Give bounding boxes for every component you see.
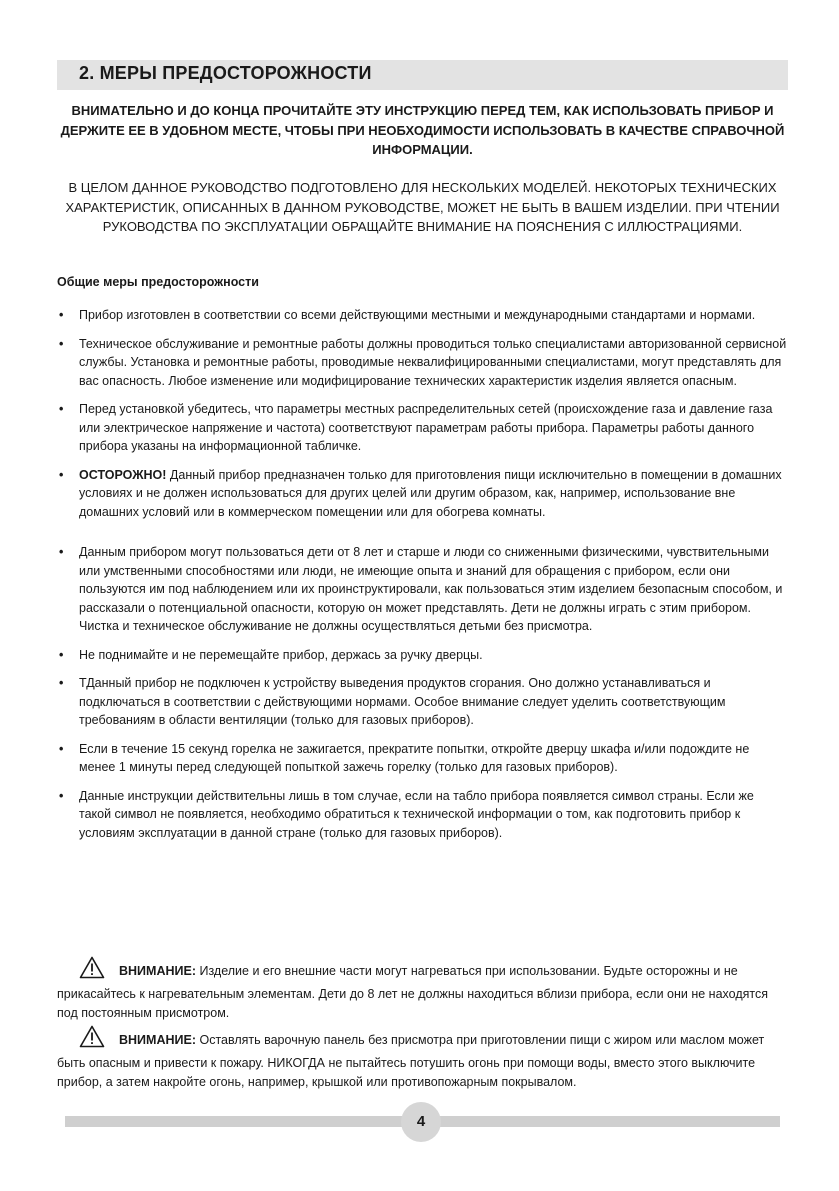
bullet-icon: • — [59, 676, 64, 690]
list-item-text: Данный прибор предназначен только для приготовления пищи исключительно в помещении в домашних условиях и не должен использоваться для других целей или другим образом, как, например, использование вне домашних условий или в коммерческом помещении или для обогрева комнаты. — [79, 467, 782, 519]
caution-lead: ОСТОРОЖНО! — [79, 467, 167, 482]
bullet-icon: • — [59, 545, 64, 559]
list-item-text: Если в течение 15 секунд горелка не зажигается, прекратите попытки, откройте дверцу шкафа и/или подождите не менее 1 минуты перед следующей попыткой зажечь горелку (только для газовых приборов). — [79, 741, 750, 774]
subsection-title: Общие меры предосторожности — [57, 275, 259, 289]
warning-hot-surfaces — [57, 956, 788, 1023]
list-item-text: ТДанный прибор не подключен к устройству выведения продуктов сгорания. Оно должно устанавливаться и подключаться в соответствии с действующими нормами. Особое внимание следует уделить соответствующим требованиям в области вентиляции (только для газовых приборов). — [79, 676, 726, 727]
warning-lead: ВНИМАНИЕ: — [119, 964, 196, 978]
list-item — [57, 787, 788, 843]
warning-fire-hazard — [57, 1025, 788, 1092]
bullet-icon: • — [59, 741, 64, 756]
list-item — [57, 674, 788, 730]
precautions-list — [57, 306, 788, 852]
warning-lead: ВНИМАНИЕ: — [119, 1033, 196, 1047]
bullet-icon: • — [59, 308, 64, 322]
bullet-icon: • — [59, 402, 64, 416]
page-number: 4 — [401, 1102, 441, 1142]
list-item-text: Перед установкой убедитесь, что параметры местных распределительных сетей (происхождение газа и давление газа или электрическое напряжение и частота) соответствуют параметрам работы прибора. Параметры работы данного прибора указаны на информационной табличке. — [79, 402, 773, 453]
models-notice: В ЦЕЛОМ ДАННОЕ РУКОВОДСТВО ПОДГОТОВЛЕНО ДЛЯ НЕСКОЛЬКИХ МОДЕЛЕЙ. НЕКОТОРЫХ ТЕХНИЧЕСКИХ ХАРАКТЕРИСТИК, ОПИСАННЫХ В ДАННОМ РУКОВОДСТВЕ, МОЖЕТ НЕ БЫТЬ В ВАШЕМ ИЗДЕЛИИ. ПРИ ЧТЕНИИ РУКОВОДСТВА ПО ЭКСПЛУАТАЦИИ ОБРАЩАЙТЕ ВНИМАНИЕ НА ПОЯСНЕНИЯ С ИЛЛЮСТРАЦИЯМИ. — [65, 180, 780, 234]
read-instructions-notice: ВНИМАТЕЛЬНО И ДО КОНЦА ПРОЧИТАЙТЕ ЭТУ ИНСТРУКЦИЮ ПЕРЕД ТЕМ, КАК ИСПОЛЬЗОВАТЬ ПРИБОР И ДЕРЖИТЕ ЕЕ В УДОБНОМ МЕСТЕ, ЧТОБЫ ПРИ НЕОБХОДИМОСТИ ИСПОЛЬЗОВАТЬ В КАЧЕСТВЕ СПРАВОЧНОЙ ИНФОРМАЦИИ. — [60, 103, 785, 157]
list-item — [57, 543, 788, 636]
bullet-icon: • — [59, 788, 64, 803]
list-item-text: Данным прибором могут пользоваться дети от 8 лет и старше и люди со сниженными физическими, чувствительными или умственными способностями или люди, не имеющие опыта и знаний для обращения с прибором, если они пользуются им под наблюдением или их проинструктировали, как пользоваться этим изделием безопасным способом, и рассказали о потенциальной опасности, которую он может представлять. Дети не должны играть с этим прибором. Чистка и техническое обслуживание не должны осуществляться детьми без присмотра. — [79, 545, 783, 633]
list-item — [57, 400, 788, 456]
list-item — [57, 646, 788, 665]
list-item — [57, 466, 788, 522]
bullet-icon: • — [59, 467, 64, 482]
warning-text: Оставлять варочную панель без присмотра при приготовлении пищи с жиром или маслом может быть опасным и привести к пожару. НИКОГДА не пытайтесь потушить огонь при помощи воды, вместо этого выключите прибор, а затем накройте огонь, например, крышкой или противопожарным покрывалом. — [57, 1033, 765, 1089]
warning-triangle-icon — [79, 1025, 105, 1054]
list-item — [57, 740, 788, 777]
section-header-band — [57, 60, 788, 90]
list-item-text: Данные инструкции действительны лишь в том случае, если на табло прибора появляется символ страны. Если же такой символ не появляется, необходимо обратиться к технической информации о том, как подготовить прибор к условиям эксплуатации в данной стране (только для газовых приборов). — [79, 788, 754, 840]
list-item-text: Прибор изготовлен в соответствии со всеми действующими местными и международными стандартами и нормами. — [79, 308, 756, 322]
bullet-icon: • — [59, 336, 64, 351]
list-item — [57, 335, 788, 391]
list-item-text: Не поднимайте и не перемещайте прибор, держась за ручку дверцы. — [79, 647, 483, 662]
bullet-icon: • — [59, 647, 64, 662]
list-item — [57, 306, 788, 325]
section-heading: 2. МЕРЫ ПРЕДОСТОРОЖНОСТИ — [79, 63, 372, 83]
warning-text: Изделие и его внешние части могут нагреваться при использовании. Будьте осторожны и не прикасайтесь к нагревательным элементам. Дети до 8 лет не должны находиться вблизи прибора, если они не находятся под постоянным присмотром. — [57, 964, 768, 1020]
list-item-text: Техническое обслуживание и ремонтные работы должны проводиться только специалистами авторизованной сервисной службы. Установка и ремонтные работы, проводимые неквалифицированными специалистами, могут представлять для вас опасность. Любое изменение или модифицирование технических характеристик изделия является опасным. — [79, 336, 787, 388]
warning-triangle-icon — [79, 956, 105, 985]
